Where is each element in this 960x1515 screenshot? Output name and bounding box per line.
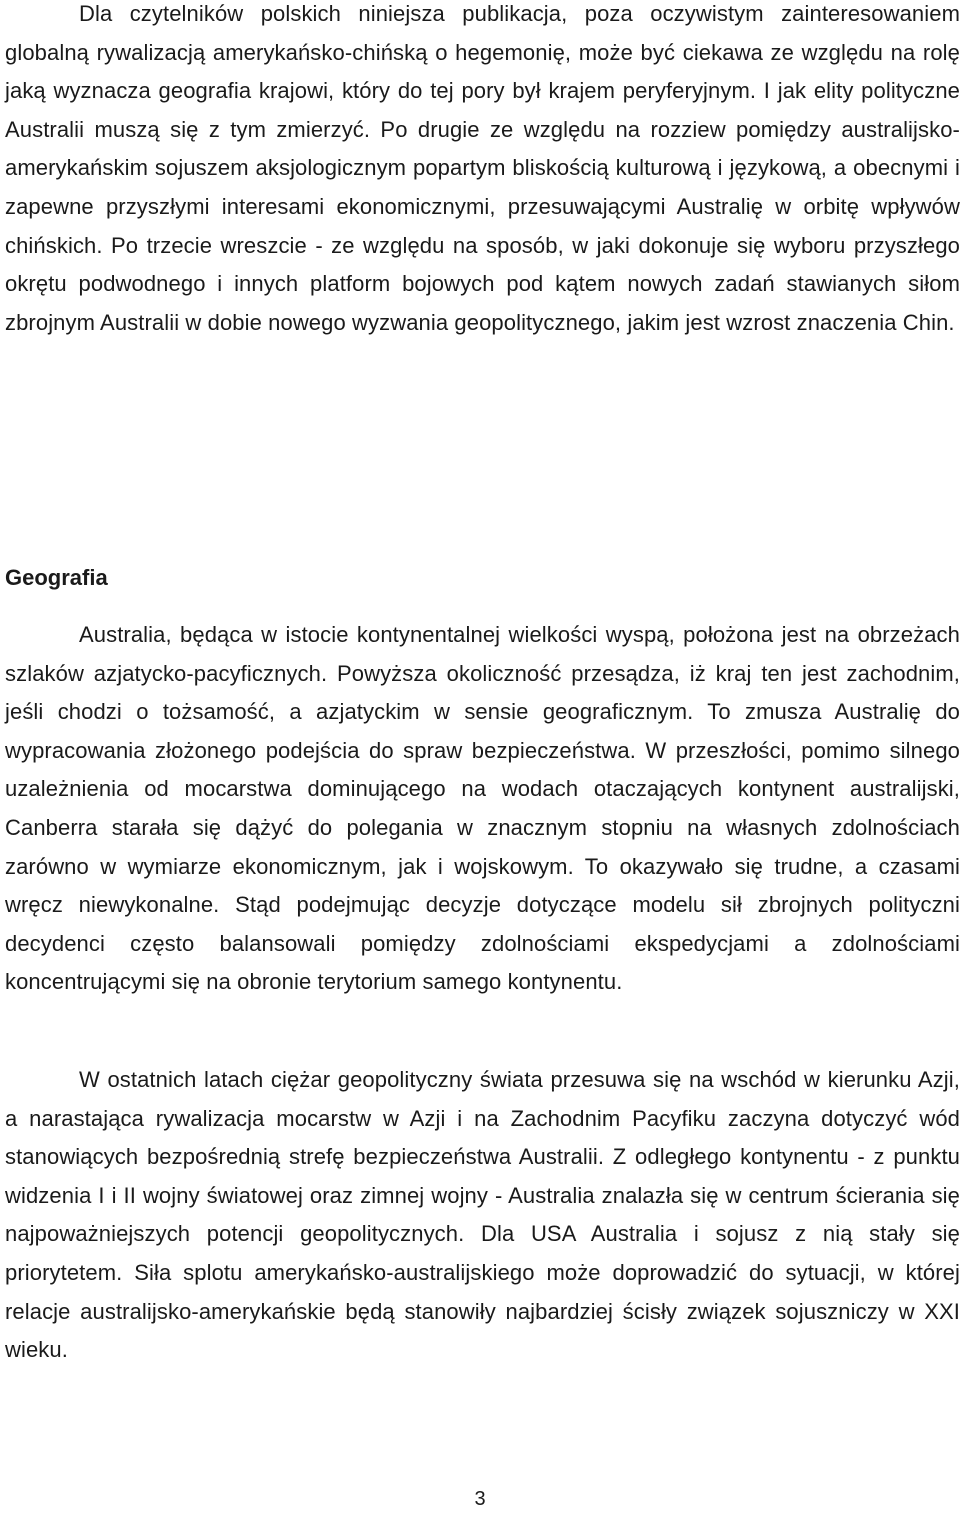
intro-paragraph: Dla czytelników polskich niniejsza publikacja, poza oczywistym zainteresowaniem globalną rywalizacją amerykańsko-chińską o hegemonię, może być ciekawa ze względu na rolę jaką wyznacza geografia krajowi, który do tej pory był krajem peryferyjnym. I jak elity polityczne Australii muszą się z tym zmierzyć. Po drugie ze względu na rozziew pomiędzy australijsko-amerykańskim sojuszem aksjologicznym popartym bliskością kulturową i językową, a obecnymi i zapewne przyszłymi interesami ekonomicznymi, przesuwającymi Australię w orbitę wpływów chińskich. Po trzecie wreszcie - ze względu na sposób, w jaki dokonuje się wyboru przyszłego okrętu podwodnego i innych platform bojowych pod kątem nowych zadań stawianych siłom zbrojnym Australii w dobie nowego wyzwania geopolitycznego, jakim jest wzrost znaczenia Chin. — [5, 1, 960, 335]
geography-paragraph-1: Australia, będąca w istocie kontynentalnej wielkości wyspą, położona jest na obrzeżach szlaków azjatycko-pacyficznych. Powyższa okoliczność przesądza, iż kraj ten jest zachodnim, jeśli chodzi o tożsamość, a azjatyckim w sensie geograficznym. To zmusza Australię do wypracowania złożonego podejścia do spraw bezpieczeństwa. W przeszłości, pomimo silnego uzależnienia od mocarstwa dominującego na wodach otaczających kontynent australijski, Canberra starała się dążyć do polegania w znacznym stopniu na własnych zdolnościach zarówno w wymiarze ekonomicznym, jak i wojskowym. To okazywało się trudne, a czasami wręcz niewykonalne. Stąd podejmując decyzje dotyczące modelu sił zbrojnych polityczni decydenci często balansowali pomiędzy zdolnościami ekspedycjami a zdolnościami koncentrującymi się na obronie terytorium samego kontynentu. — [5, 622, 960, 995]
section-heading-geography: Geografia — [5, 565, 108, 590]
geography-paragraph-2: W ostatnich latach ciężar geopolityczny świata przesuwa się na wschód w kierunku Azji, a narastająca rywalizacja mocarstw w Azji i na Zachodnim Pacyfiku zaczyna dotyczyć wód stanowiących bezpośrednią strefę bezpieczeństwa Australii. Z odległego kontynentu - z punktu widzenia I i II wojny światowej oraz zimnej wojny - Australia znalazła się w centrum ścierania się najpoważniejszych potencji geopolitycznych. Dla USA Australia i sojusz z nią stały się priorytetem. Siła splotu amerykańsko-australijskiego może doprowadzić do sytuacji, w której relacje australijsko-amerykańskie będą stanowiły najbardziej ścisły związek sojuszniczy w XXI wieku. — [5, 1067, 960, 1363]
page-number: 3 — [474, 1488, 486, 1510]
